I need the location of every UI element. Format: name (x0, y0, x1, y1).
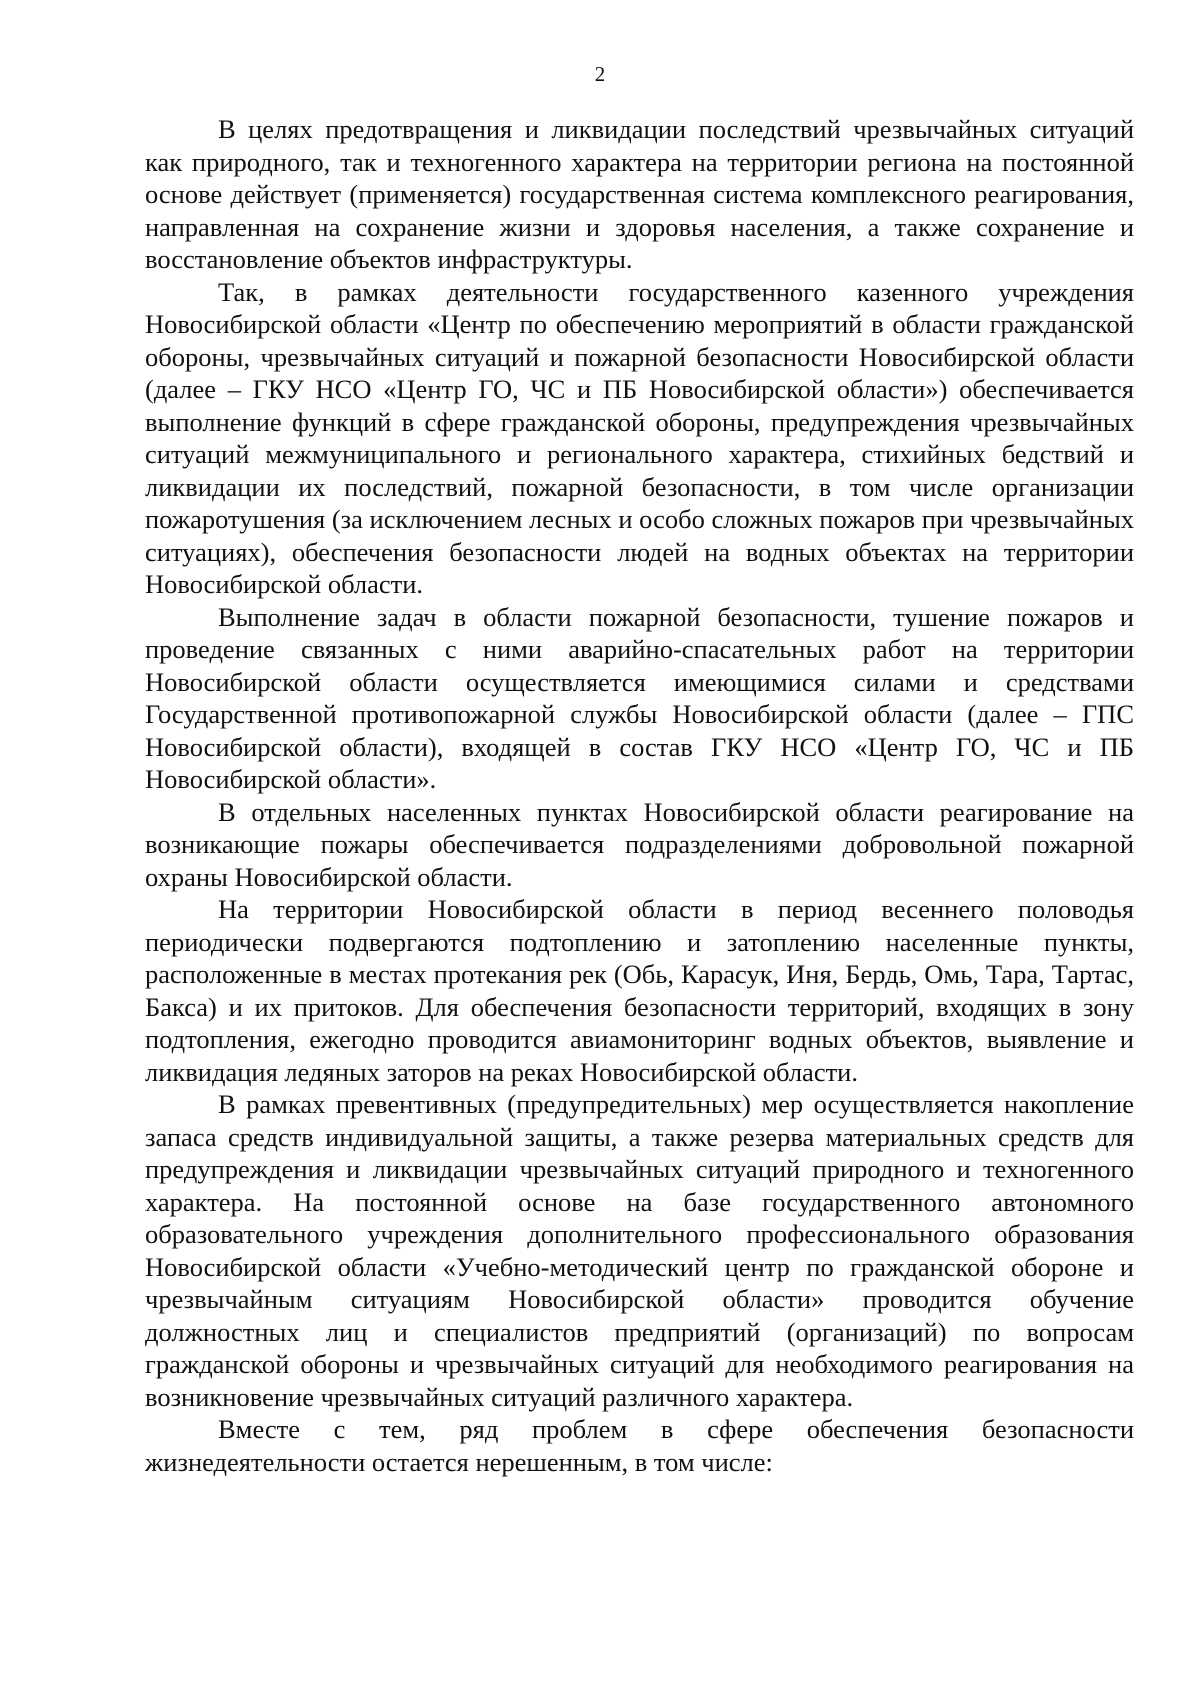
document-body (145, 113, 1134, 1478)
paragraph: Выполнение задач в области пожарной безопасности, тушение пожаров и проведение связанных с ними аварийно-спасательных работ на территории Новосибирской области осуществляется имеющимися силами и средствами Государственной противопожарной службы Новосибирской области (далее – ГПС Новосибирской области), входящей в состав ГКУ НСО «Центр ГО, ЧС и ПБ Новосибирской области». (145, 601, 1134, 794)
page-number: 2 (594, 62, 606, 86)
paragraph: В отдельных населенных пунктах Новосибирской области реагирование на возникающие пожары обеспечивается подразделениями добровольной пожарной охраны Новосибирской области. (145, 796, 1134, 892)
paragraph: В рамках превентивных (предупредительных) мер осуществляется накопление запаса средств индивидуальной защиты, а также резерва материальных средств для предупреждения и ликвидации чрезвычайных ситуаций природного и техногенного характера. На постоянной основе на базе государственного автономного образовательного учреждения дополнительного профессионального образования Новосибирской области «Учебно-методический центр по гражданской обороне и чрезвычайным ситуациям Новосибирской области» проводится обучение должностных лиц и специалистов предприятий (организаций) по вопросам гражданской обороны и чрезвычайных ситуаций для необходимого реагирования на возникновение чрезвычайных ситуаций различного характера. (145, 1089, 1134, 1412)
paragraph: На территории Новосибирской области в период весеннего половодья периодически подвергаются подтоплению и затоплению населенные пункты, расположенные в местах протекания рек (Обь, Карасук, Иня, Бердь, Омь, Тара, Тартас, Бакса) и их притоков. Для обеспечения безопасности территорий, входящих в зону подтопления, ежегодно проводится авиамониторинг водных объектов, выявление и ликвидация ледяных заторов на реках Новосибирской области. (145, 894, 1134, 1087)
paragraph: Вместе с тем, ряд проблем в сфере обеспечения безопасности жизнедеятельности остается нерешенным, в том числе: (145, 1414, 1134, 1477)
paragraph: В целях предотвращения и ликвидации последствий чрезвычайных ситуаций как природного, так и техногенного характера на территории региона на постоянной основе действует (применяется) государственная система комплексного реагирования, направленная на сохранение жизни и здоровья населения, а также сохранение и восстановление объектов инфраструктуры. (145, 114, 1134, 274)
paragraph: Так, в рамках деятельности государственного казенного учреждения Новосибирской области «Центр по обеспечению мероприятий в области гражданской обороны, чрезвычайных ситуаций и пожарной безопасности Новосибирской области (далее – ГКУ НСО «Центр ГО, ЧС и ПБ Новосибирской области») обеспечивается выполнение функций в сфере гражданской обороны, предупреждения чрезвычайных ситуаций межмуниципального и регионального характера, стихийных бедствий и ликвидации их последствий, пожарной безопасности, в том числе организации пожаротушения (за исключением лесных и особо сложных пожаров при чрезвычайных ситуациях), обеспечения безопасности людей на водных объектах на территории Новосибирской области. (145, 276, 1134, 599)
